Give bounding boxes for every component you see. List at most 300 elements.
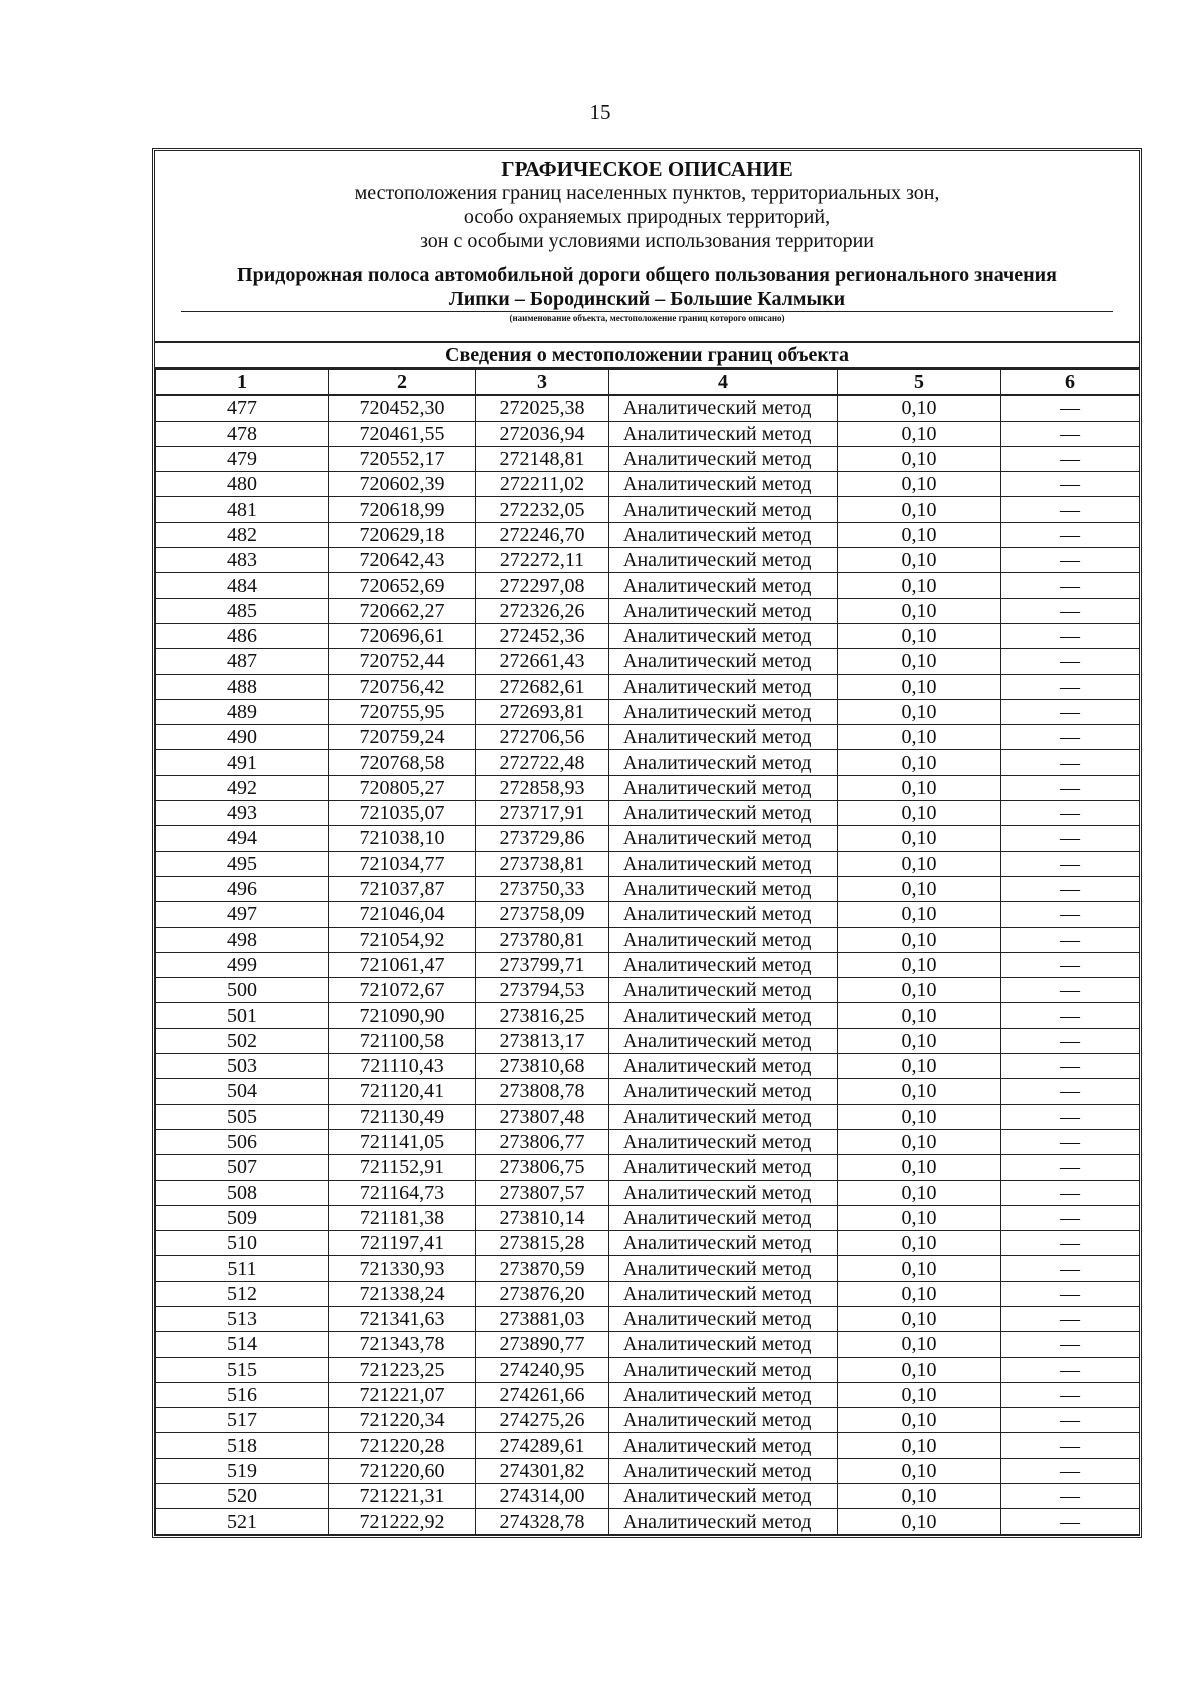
y-coordinate-cell: 274289,61 [476,1433,609,1458]
x-coordinate-cell: 721343,78 [329,1332,476,1357]
description-cell: — [1001,623,1140,648]
y-coordinate-cell: 272682,61 [476,674,609,699]
y-coordinate-cell: 273806,77 [476,1129,609,1154]
method-cell: Аналитический метод [609,1155,838,1180]
method-cell: Аналитический метод [609,395,838,421]
table-row [156,851,1140,876]
method-cell: Аналитический метод [609,876,838,901]
y-coordinate-cell: 273799,71 [476,952,609,977]
description-cell: — [1001,927,1140,952]
accuracy-cell: 0,10 [838,649,1001,674]
method-cell: Аналитический метод [609,927,838,952]
description-cell: — [1001,1484,1140,1509]
point-number-cell: 491 [156,750,329,775]
point-number-cell: 506 [156,1129,329,1154]
point-number-cell: 486 [156,623,329,648]
table-row [156,1256,1140,1281]
point-number-cell: 479 [156,446,329,471]
point-number-cell: 518 [156,1433,329,1458]
point-number-cell: 515 [156,1357,329,1382]
description-cell: — [1001,876,1140,901]
method-cell: Аналитический метод [609,750,838,775]
accuracy-cell: 0,10 [838,1357,1001,1382]
accuracy-cell: 0,10 [838,1433,1001,1458]
point-number-cell: 499 [156,952,329,977]
table-row [156,674,1140,699]
table-row [156,876,1140,901]
point-number-cell: 516 [156,1382,329,1407]
table-row [156,1104,1140,1129]
y-coordinate-cell: 273717,91 [476,801,609,826]
accuracy-cell: 0,10 [838,801,1001,826]
accuracy-cell: 0,10 [838,775,1001,800]
x-coordinate-cell: 721130,49 [329,1104,476,1129]
table-row [156,395,1140,421]
x-coordinate-cell: 721220,28 [329,1433,476,1458]
column-header: 6 [1001,370,1140,396]
accuracy-cell: 0,10 [838,1129,1001,1154]
x-coordinate-cell: 721221,31 [329,1484,476,1509]
object-caption: (наименование объекта, местоположение границ которого описано) [509,313,785,323]
table-row [156,699,1140,724]
description-cell: — [1001,851,1140,876]
y-coordinate-cell: 273794,53 [476,978,609,1003]
point-number-cell: 480 [156,472,329,497]
table-row [156,775,1140,800]
y-coordinate-cell: 272722,48 [476,750,609,775]
y-coordinate-cell: 273750,33 [476,876,609,901]
y-coordinate-cell: 272211,02 [476,472,609,497]
x-coordinate-cell: 720752,44 [329,649,476,674]
table-row [156,1129,1140,1154]
x-coordinate-cell: 721054,92 [329,927,476,952]
method-cell: Аналитический метод [609,1003,838,1028]
accuracy-cell: 0,10 [838,699,1001,724]
method-cell: Аналитический метод [609,598,838,623]
point-number-cell: 494 [156,826,329,851]
x-coordinate-cell: 720652,69 [329,573,476,598]
accuracy-cell: 0,10 [838,750,1001,775]
method-cell: Аналитический метод [609,446,838,471]
y-coordinate-cell: 273807,57 [476,1180,609,1205]
method-cell: Аналитический метод [609,1458,838,1483]
accuracy-cell: 0,10 [838,1079,1001,1104]
x-coordinate-cell: 721072,67 [329,978,476,1003]
y-coordinate-cell: 273807,48 [476,1104,609,1129]
description-cell: — [1001,1028,1140,1053]
accuracy-cell: 0,10 [838,548,1001,573]
table-row [156,1003,1140,1028]
description-cell: — [1001,902,1140,927]
subtitle-line-3: зон с особыми условиями использования территории [419,230,875,252]
description-cell: — [1001,750,1140,775]
accuracy-cell: 0,10 [838,1003,1001,1028]
x-coordinate-cell: 720461,55 [329,421,476,446]
method-cell: Аналитический метод [609,1028,838,1053]
description-cell: — [1001,1509,1140,1534]
table-row [156,1205,1140,1230]
table-row [156,472,1140,497]
method-cell: Аналитический метод [609,1104,838,1129]
x-coordinate-cell: 721141,05 [329,1129,476,1154]
accuracy-cell: 0,10 [838,1028,1001,1053]
description-cell: — [1001,1054,1140,1079]
document-frame [152,148,1142,1538]
point-number-cell: 501 [156,1003,329,1028]
description-cell: — [1001,801,1140,826]
accuracy-cell: 0,10 [838,978,1001,1003]
point-number-cell: 514 [156,1332,329,1357]
x-coordinate-cell: 720805,27 [329,775,476,800]
y-coordinate-cell: 273806,75 [476,1155,609,1180]
method-cell: Аналитический метод [609,497,838,522]
method-cell: Аналитический метод [609,573,838,598]
point-number-cell: 489 [156,699,329,724]
x-coordinate-cell: 721341,63 [329,1306,476,1331]
column-header: 4 [609,370,838,396]
x-coordinate-cell: 721046,04 [329,902,476,927]
x-coordinate-cell: 720642,43 [329,548,476,573]
table-row [156,1079,1140,1104]
table-row [156,1231,1140,1256]
accuracy-cell: 0,10 [838,1231,1001,1256]
accuracy-cell: 0,10 [838,1104,1001,1129]
method-cell: Аналитический метод [609,1281,838,1306]
subtitle-line-1: местоположения границ населенных пунктов, территориальных зон, [354,182,940,204]
y-coordinate-cell: 272272,11 [476,548,609,573]
description-cell: — [1001,1433,1140,1458]
x-coordinate-cell: 720662,27 [329,598,476,623]
table-row [156,927,1140,952]
point-number-cell: 510 [156,1231,329,1256]
method-cell: Аналитический метод [609,1180,838,1205]
x-coordinate-cell: 720755,95 [329,699,476,724]
accuracy-cell: 0,10 [838,497,1001,522]
description-cell: — [1001,1129,1140,1154]
accuracy-cell: 0,10 [838,1382,1001,1407]
y-coordinate-cell: 272706,56 [476,725,609,750]
accuracy-cell: 0,10 [838,826,1001,851]
method-cell: Аналитический метод [609,522,838,547]
object-name-line-1: Придорожная полоса автомобильной дороги общего пользования регионального значения [237,264,1057,286]
table-row [156,1306,1140,1331]
accuracy-cell: 0,10 [838,573,1001,598]
table-row [156,1028,1140,1053]
description-cell: — [1001,1079,1140,1104]
table-row [156,573,1140,598]
method-cell: Аналитический метод [609,1509,838,1534]
x-coordinate-cell: 721223,25 [329,1357,476,1382]
point-number-cell: 507 [156,1155,329,1180]
description-cell: — [1001,1104,1140,1129]
table-row [156,598,1140,623]
accuracy-cell: 0,10 [838,395,1001,421]
accuracy-cell: 0,10 [838,927,1001,952]
section-title: Сведения о местоположении границ объекта [155,341,1139,369]
point-number-cell: 520 [156,1484,329,1509]
description-cell: — [1001,472,1140,497]
table-row [156,548,1140,573]
table-row [156,1357,1140,1382]
description-cell: — [1001,1180,1140,1205]
accuracy-cell: 0,10 [838,1155,1001,1180]
method-cell: Аналитический метод [609,978,838,1003]
column-header: 2 [329,370,476,396]
accuracy-cell: 0,10 [838,472,1001,497]
table-row [156,801,1140,826]
table-row [156,623,1140,648]
method-cell: Аналитический метод [609,1357,838,1382]
column-header: 5 [838,370,1001,396]
method-cell: Аналитический метод [609,725,838,750]
method-cell: Аналитический метод [609,851,838,876]
document-header [155,151,1139,341]
table-row [156,1484,1140,1509]
description-cell: — [1001,395,1140,421]
point-number-cell: 495 [156,851,329,876]
point-number-cell: 490 [156,725,329,750]
column-header: 1 [156,370,329,396]
table-row [156,1180,1140,1205]
y-coordinate-cell: 273808,78 [476,1079,609,1104]
point-number-cell: 519 [156,1458,329,1483]
description-cell: — [1001,1256,1140,1281]
y-coordinate-cell: 272232,05 [476,497,609,522]
y-coordinate-cell: 272661,43 [476,649,609,674]
table-row [156,978,1140,1003]
method-cell: Аналитический метод [609,674,838,699]
y-coordinate-cell: 272452,36 [476,623,609,648]
description-cell: — [1001,1306,1140,1331]
method-cell: Аналитический метод [609,902,838,927]
y-coordinate-cell: 274240,95 [476,1357,609,1382]
description-cell: — [1001,1205,1140,1230]
table-row [156,649,1140,674]
x-coordinate-cell: 720552,17 [329,446,476,471]
point-number-cell: 502 [156,1028,329,1053]
description-cell: — [1001,1357,1140,1382]
x-coordinate-cell: 721338,24 [329,1281,476,1306]
y-coordinate-cell: 273876,20 [476,1281,609,1306]
x-coordinate-cell: 721220,60 [329,1458,476,1483]
method-cell: Аналитический метод [609,1332,838,1357]
table-row [156,1509,1140,1534]
document-title: ГРАФИЧЕСКОЕ ОПИСАНИЕ [501,157,793,181]
description-cell: — [1001,598,1140,623]
table-header-row [156,370,1140,396]
method-cell: Аналитический метод [609,1484,838,1509]
y-coordinate-cell: 273729,86 [476,826,609,851]
accuracy-cell: 0,10 [838,674,1001,699]
point-number-cell: 496 [156,876,329,901]
accuracy-cell: 0,10 [838,522,1001,547]
x-coordinate-cell: 721221,07 [329,1382,476,1407]
x-coordinate-cell: 721034,77 [329,851,476,876]
accuracy-cell: 0,10 [838,1205,1001,1230]
method-cell: Аналитический метод [609,649,838,674]
accuracy-cell: 0,10 [838,1054,1001,1079]
point-number-cell: 478 [156,421,329,446]
accuracy-cell: 0,10 [838,1408,1001,1433]
method-cell: Аналитический метод [609,1382,838,1407]
description-cell: — [1001,978,1140,1003]
y-coordinate-cell: 273738,81 [476,851,609,876]
coordinates-table [155,369,1140,1535]
method-cell: Аналитический метод [609,1408,838,1433]
x-coordinate-cell: 721090,90 [329,1003,476,1028]
accuracy-cell: 0,10 [838,851,1001,876]
description-cell: — [1001,1408,1140,1433]
x-coordinate-cell: 721181,38 [329,1205,476,1230]
table-row [156,725,1140,750]
table-row [156,1332,1140,1357]
description-cell: — [1001,522,1140,547]
method-cell: Аналитический метод [609,1079,838,1104]
method-cell: Аналитический метод [609,1256,838,1281]
y-coordinate-cell: 272693,81 [476,699,609,724]
table-row [156,952,1140,977]
table-row [156,421,1140,446]
description-cell: — [1001,699,1140,724]
x-coordinate-cell: 720768,58 [329,750,476,775]
table-row [156,750,1140,775]
accuracy-cell: 0,10 [838,725,1001,750]
point-number-cell: 508 [156,1180,329,1205]
x-coordinate-cell: 721164,73 [329,1180,476,1205]
method-cell: Аналитический метод [609,952,838,977]
y-coordinate-cell: 273780,81 [476,927,609,952]
method-cell: Аналитический метод [609,699,838,724]
description-cell: — [1001,1231,1140,1256]
point-number-cell: 493 [156,801,329,826]
point-number-cell: 504 [156,1079,329,1104]
y-coordinate-cell: 273816,25 [476,1003,609,1028]
y-coordinate-cell: 274328,78 [476,1509,609,1534]
table-row [156,1433,1140,1458]
table-row [156,522,1140,547]
x-coordinate-cell: 721038,10 [329,826,476,851]
description-cell: — [1001,826,1140,851]
point-number-cell: 517 [156,1408,329,1433]
description-cell: — [1001,674,1140,699]
description-cell: — [1001,573,1140,598]
y-coordinate-cell: 274301,82 [476,1458,609,1483]
point-number-cell: 521 [156,1509,329,1534]
point-number-cell: 503 [156,1054,329,1079]
x-coordinate-cell: 720629,18 [329,522,476,547]
x-coordinate-cell: 721222,92 [329,1509,476,1534]
method-cell: Аналитический метод [609,1306,838,1331]
description-cell: — [1001,1382,1140,1407]
x-coordinate-cell: 721120,41 [329,1079,476,1104]
accuracy-cell: 0,10 [838,1332,1001,1357]
object-name-line-2: Липки – Бородинский – Большие Калмыки [181,287,1113,312]
point-number-cell: 498 [156,927,329,952]
y-coordinate-cell: 274275,26 [476,1408,609,1433]
table-row [156,1155,1140,1180]
y-coordinate-cell: 273758,09 [476,902,609,927]
description-cell: — [1001,649,1140,674]
table-body [156,395,1140,1534]
x-coordinate-cell: 720602,39 [329,472,476,497]
y-coordinate-cell: 272148,81 [476,446,609,471]
point-number-cell: 488 [156,674,329,699]
point-number-cell: 483 [156,548,329,573]
y-coordinate-cell: 274314,00 [476,1484,609,1509]
method-cell: Аналитический метод [609,775,838,800]
y-coordinate-cell: 273810,68 [476,1054,609,1079]
description-cell: — [1001,952,1140,977]
x-coordinate-cell: 721197,41 [329,1231,476,1256]
y-coordinate-cell: 272246,70 [476,522,609,547]
point-number-cell: 505 [156,1104,329,1129]
method-cell: Аналитический метод [609,1129,838,1154]
accuracy-cell: 0,10 [838,1458,1001,1483]
method-cell: Аналитический метод [609,421,838,446]
description-cell: — [1001,1458,1140,1483]
x-coordinate-cell: 720759,24 [329,725,476,750]
page-number: 15 [589,100,611,124]
y-coordinate-cell: 272297,08 [476,573,609,598]
table-row [156,1281,1140,1306]
method-cell: Аналитический метод [609,472,838,497]
method-cell: Аналитический метод [609,548,838,573]
accuracy-cell: 0,10 [838,1509,1001,1534]
y-coordinate-cell: 273815,28 [476,1231,609,1256]
subtitle-line-2: особо охраняемых природных территорий, [463,206,831,228]
method-cell: Аналитический метод [609,801,838,826]
x-coordinate-cell: 721330,93 [329,1256,476,1281]
point-number-cell: 513 [156,1306,329,1331]
table-row [156,1054,1140,1079]
point-number-cell: 484 [156,573,329,598]
accuracy-cell: 0,10 [838,1281,1001,1306]
description-cell: — [1001,548,1140,573]
description-cell: — [1001,1332,1140,1357]
y-coordinate-cell: 274261,66 [476,1382,609,1407]
point-number-cell: 485 [156,598,329,623]
point-number-cell: 482 [156,522,329,547]
method-cell: Аналитический метод [609,826,838,851]
x-coordinate-cell: 721100,58 [329,1028,476,1053]
description-cell: — [1001,421,1140,446]
y-coordinate-cell: 272326,26 [476,598,609,623]
point-number-cell: 497 [156,902,329,927]
table-row [156,1408,1140,1433]
accuracy-cell: 0,10 [838,1180,1001,1205]
column-header: 3 [476,370,609,396]
method-cell: Аналитический метод [609,623,838,648]
description-cell: — [1001,1003,1140,1028]
table-row [156,497,1140,522]
x-coordinate-cell: 721220,34 [329,1408,476,1433]
x-coordinate-cell: 721152,91 [329,1155,476,1180]
method-cell: Аналитический метод [609,1205,838,1230]
y-coordinate-cell: 272036,94 [476,421,609,446]
point-number-cell: 512 [156,1281,329,1306]
y-coordinate-cell: 273810,14 [476,1205,609,1230]
point-number-cell: 500 [156,978,329,1003]
x-coordinate-cell: 721035,07 [329,801,476,826]
accuracy-cell: 0,10 [838,623,1001,648]
point-number-cell: 481 [156,497,329,522]
x-coordinate-cell: 721110,43 [329,1054,476,1079]
accuracy-cell: 0,10 [838,598,1001,623]
x-coordinate-cell: 721037,87 [329,876,476,901]
y-coordinate-cell: 273813,17 [476,1028,609,1053]
x-coordinate-cell: 720696,61 [329,623,476,648]
method-cell: Аналитический метод [609,1433,838,1458]
